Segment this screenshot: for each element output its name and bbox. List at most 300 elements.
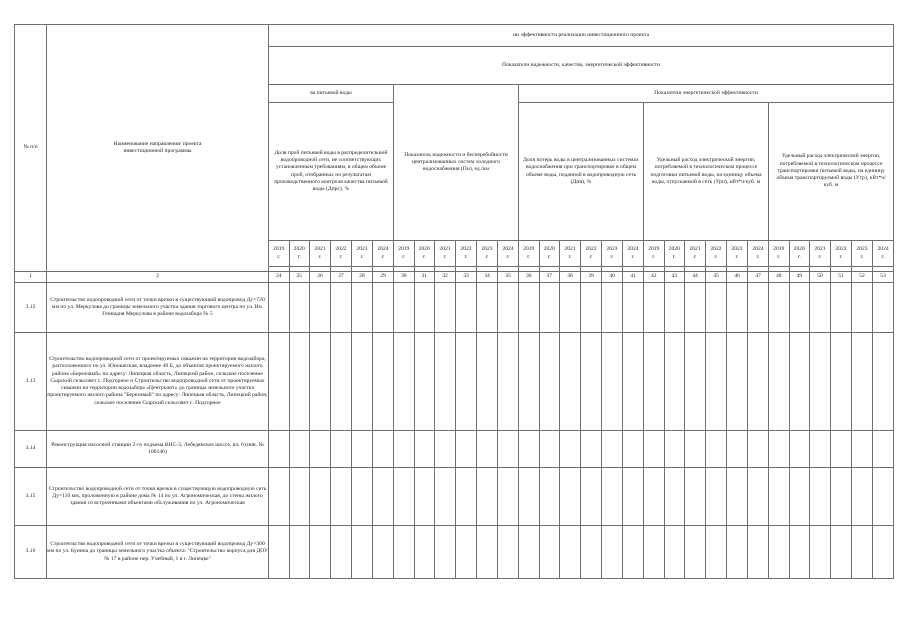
year-value: 2022 xyxy=(460,246,472,253)
number-cell: 41 xyxy=(623,272,644,283)
year-suffix: г. xyxy=(339,253,343,260)
year-suffix: г. xyxy=(631,253,635,260)
data-cell xyxy=(831,333,852,431)
number-cell: 49 xyxy=(789,272,810,283)
year-suffix: г. xyxy=(318,253,322,260)
year-value: 2024 xyxy=(627,246,639,253)
data-cell xyxy=(539,283,560,333)
data-cell xyxy=(477,526,498,579)
data-cell xyxy=(727,333,748,431)
data-cell xyxy=(644,333,665,431)
data-cell xyxy=(685,526,706,579)
data-cell xyxy=(873,431,894,468)
row-project-name: Строительство водопроводной сети от проектируемых скважин на территории водозабора, расположенного по ул. Юношеская, владение 48 Б, до объектов проектируемого жилого района «Березовый» по адресу: Липецкая область, Липецкий район, сельское поселение Сырский сельсовет с. Подгорное и Строительство водопроводной сети от проектируемых скважин на территории водозабора «Центролит» до границы земельного участка проектируемого жилого района "Березовый" по адресу: Липецкая область, Липецкий район, сельское поселение Сырский сельсовет с. Подгорное xyxy=(47,333,269,431)
data-cell xyxy=(581,468,602,526)
year-suffix: г. xyxy=(506,253,510,260)
year-header xyxy=(331,241,352,267)
data-cell xyxy=(477,283,498,333)
year-header xyxy=(477,241,498,267)
data-cell xyxy=(373,283,394,333)
year-value: 2023 xyxy=(356,246,368,253)
data-cell xyxy=(685,283,706,333)
data-cell xyxy=(873,468,894,526)
year-header xyxy=(373,241,394,267)
year-header xyxy=(685,241,706,267)
year-value: 2019 xyxy=(398,246,410,253)
data-cell xyxy=(373,526,394,579)
data-cell xyxy=(810,333,831,431)
header-indicator-quality: Доля проб питьевой воды в распределительной водопроводной сети, не соответствующих установленным требованиям, в общем объеме проб, отобранных по результатам производственного контроля качества питьевой воды (Дпрс), % xyxy=(269,103,394,241)
data-cell xyxy=(414,333,435,431)
data-cell xyxy=(331,468,352,526)
data-cell xyxy=(623,526,644,579)
data-cell xyxy=(664,526,685,579)
year-suffix: г. xyxy=(568,253,572,260)
year-suffix: г. xyxy=(547,253,551,260)
year-header xyxy=(831,241,852,267)
data-cell xyxy=(519,283,540,333)
year-header xyxy=(789,241,810,267)
header-indicator-utr: Удельный расход электрической энергии, потребляемой в технологическом процессе транспортировки питьевой воды, на единицу объема транспортируемой воды (Утр), кВт*ч/куб. м xyxy=(769,103,894,241)
year-value: 2023 xyxy=(606,246,618,253)
year-header xyxy=(435,241,456,267)
data-cell xyxy=(873,283,894,333)
row-number: 3.16 xyxy=(15,526,47,579)
year-value: 2019 xyxy=(273,246,285,253)
data-cell xyxy=(435,526,456,579)
data-cell xyxy=(748,333,769,431)
year-header xyxy=(769,241,790,267)
number-cell: 39 xyxy=(581,272,602,283)
data-cell xyxy=(519,526,540,579)
data-cell xyxy=(769,526,790,579)
data-cell xyxy=(331,526,352,579)
number-cell: 25 xyxy=(289,272,310,283)
data-cell xyxy=(414,468,435,526)
year-header xyxy=(602,241,623,267)
number-cell: 46 xyxy=(727,272,748,283)
header-indicator-urp: Удельный расход электрической энергии, потребляемой в технологическом процессе подготовки питьевой воды, на единицу объема воды, отпускаемой в сеть (Урп), кВт*ч/куб. м xyxy=(644,103,769,241)
year-header xyxy=(810,241,831,267)
year-value: 2019 xyxy=(523,246,535,253)
year-suffix: г. xyxy=(797,253,801,260)
year-value: 2022 xyxy=(335,246,347,253)
data-cell xyxy=(519,333,540,431)
data-cell xyxy=(539,333,560,431)
row-number: 3.15 xyxy=(15,468,47,526)
year-header xyxy=(852,241,873,267)
data-cell xyxy=(435,431,456,468)
number-cell: 42 xyxy=(644,272,665,283)
data-cell xyxy=(352,333,373,431)
col-header-no: № п/п xyxy=(15,25,47,272)
data-cell xyxy=(706,431,727,468)
data-cell xyxy=(831,526,852,579)
data-cell xyxy=(769,333,790,431)
data-cell xyxy=(852,283,873,333)
data-cell xyxy=(602,283,623,333)
data-cell xyxy=(519,431,540,468)
year-header xyxy=(873,241,894,267)
number-cell: 34 xyxy=(477,272,498,283)
data-cell xyxy=(560,283,581,333)
data-cell xyxy=(456,526,477,579)
indicators-table xyxy=(14,24,894,579)
year-header xyxy=(456,241,477,267)
data-cell xyxy=(685,431,706,468)
data-cell xyxy=(602,431,623,468)
data-cell xyxy=(310,468,331,526)
header-row-title xyxy=(15,25,894,47)
data-cell xyxy=(623,431,644,468)
row-project-name: Строительство водопроводной сети от точки врезки в существующий водопровод Ду=720 мм по ул. Меркулова до границы земельного участка здания торгового центра по ул. Ин. Геннадия Меркулова в районе водозабора № 5 xyxy=(47,283,269,333)
data-cell xyxy=(352,431,373,468)
data-cell xyxy=(602,526,623,579)
year-suffix: г. xyxy=(464,253,468,260)
col-header-name: Наименование направления/ проекта инвестиционной программы xyxy=(47,25,269,272)
data-cell xyxy=(727,283,748,333)
data-cell xyxy=(727,526,748,579)
data-cell xyxy=(602,468,623,526)
data-cell xyxy=(789,283,810,333)
data-cell xyxy=(664,333,685,431)
data-cell xyxy=(373,431,394,468)
data-cell xyxy=(748,468,769,526)
number-cell: 53 xyxy=(873,272,894,283)
year-suffix: г. xyxy=(860,253,864,260)
table-row xyxy=(15,468,894,526)
data-cell xyxy=(748,283,769,333)
data-cell xyxy=(477,431,498,468)
data-cell xyxy=(373,333,394,431)
year-suffix: г. xyxy=(714,253,718,260)
data-cell xyxy=(873,526,894,579)
data-cell xyxy=(414,431,435,468)
data-cell xyxy=(539,468,560,526)
year-value: 2024 xyxy=(502,246,514,253)
year-value: 2024 xyxy=(377,246,389,253)
number-cell: 36 xyxy=(519,272,540,283)
year-suffix: г. xyxy=(527,253,531,260)
data-cell xyxy=(289,283,310,333)
data-cell xyxy=(498,333,519,431)
data-cell xyxy=(706,526,727,579)
data-cell xyxy=(310,283,331,333)
data-cell xyxy=(727,431,748,468)
data-cell xyxy=(685,468,706,526)
number-cell: 28 xyxy=(352,272,373,283)
data-cell xyxy=(789,431,810,468)
data-cell xyxy=(602,333,623,431)
year-suffix: г. xyxy=(777,253,781,260)
year-suffix: г. xyxy=(735,253,739,260)
year-header xyxy=(623,241,644,267)
number-cell: 2 xyxy=(47,272,269,283)
year-header xyxy=(394,241,415,267)
year-value: 2021 xyxy=(439,246,451,253)
year-header xyxy=(748,241,769,267)
data-cell xyxy=(873,333,894,431)
data-cell xyxy=(519,468,540,526)
data-cell xyxy=(269,526,290,579)
year-suffix: г. xyxy=(381,253,385,260)
year-value: 2021 xyxy=(564,246,576,253)
data-cell xyxy=(394,431,415,468)
row-number: 3.12 xyxy=(15,283,47,333)
header-reliability-group: Показатели надежности, качества, энергетической эффективности xyxy=(269,47,894,85)
data-cell xyxy=(748,431,769,468)
number-cell: 50 xyxy=(810,272,831,283)
year-suffix: г. xyxy=(443,253,447,260)
year-value: 2019 xyxy=(648,246,660,253)
year-value: 2020 xyxy=(793,246,805,253)
number-cell: 45 xyxy=(706,272,727,283)
data-cell xyxy=(331,283,352,333)
year-header xyxy=(727,241,748,267)
row-number: 3.14 xyxy=(15,431,47,468)
data-cell xyxy=(810,526,831,579)
data-cell xyxy=(414,526,435,579)
number-cell: 32 xyxy=(435,272,456,283)
numbering-row xyxy=(15,272,894,283)
data-cell xyxy=(498,526,519,579)
data-cell xyxy=(644,526,665,579)
year-value: 2022 xyxy=(585,246,597,253)
data-cell xyxy=(310,333,331,431)
data-cell xyxy=(581,431,602,468)
header-energy-group: Показатели энергетической эффективности xyxy=(519,85,894,103)
year-value: 2020 xyxy=(293,246,305,253)
data-cell xyxy=(352,468,373,526)
year-header xyxy=(644,241,665,267)
data-cell xyxy=(352,526,373,579)
year-value: 2022 xyxy=(710,246,722,253)
data-cell xyxy=(560,333,581,431)
year-suffix: г. xyxy=(360,253,364,260)
number-cell: 38 xyxy=(560,272,581,283)
row-project-name: Реконструкция насосной станции 2-го подъема ВНС-3, Лебедянское шоссе, вл. 6 (инв. № 100146) xyxy=(47,431,269,468)
year-header xyxy=(581,241,602,267)
year-value: 2022 xyxy=(835,246,847,253)
data-cell xyxy=(269,283,290,333)
data-cell xyxy=(456,333,477,431)
data-cell xyxy=(394,526,415,579)
data-cell xyxy=(289,431,310,468)
number-cell: 30 xyxy=(394,272,415,283)
data-cell xyxy=(831,283,852,333)
data-cell xyxy=(289,333,310,431)
data-cell xyxy=(310,431,331,468)
year-header xyxy=(539,241,560,267)
data-cell xyxy=(289,468,310,526)
data-cell xyxy=(644,468,665,526)
data-cell xyxy=(831,468,852,526)
data-cell xyxy=(498,283,519,333)
data-cell xyxy=(623,283,644,333)
data-cell xyxy=(685,333,706,431)
year-value: 2024 xyxy=(752,246,764,253)
year-suffix: г. xyxy=(297,253,301,260)
year-suffix: г. xyxy=(693,253,697,260)
data-cell xyxy=(664,468,685,526)
year-value: 2023 xyxy=(481,246,493,253)
data-cell xyxy=(706,468,727,526)
data-cell xyxy=(456,468,477,526)
data-cell xyxy=(498,431,519,468)
data-cell xyxy=(810,431,831,468)
year-suffix: г. xyxy=(589,253,593,260)
data-cell xyxy=(394,333,415,431)
data-cell xyxy=(831,431,852,468)
year-suffix: г. xyxy=(402,253,406,260)
document-sheet xyxy=(14,24,894,579)
data-cell xyxy=(581,283,602,333)
header-top-title: ии эффективности реализации инвестиционного проекта xyxy=(269,25,894,47)
data-cell xyxy=(789,468,810,526)
number-cell: 1 xyxy=(15,272,47,283)
data-cell xyxy=(644,431,665,468)
row-project-name: Строительство водопроводной сети от точки врезки в существующую водопроводную сеть Ду=110 мм, проложенную в районе дома № 14 по ул. Агрономическая, до стены жилого здания со встроенными объектами обслуживания по ул. Агрономическая xyxy=(47,468,269,526)
data-cell xyxy=(560,468,581,526)
data-cell xyxy=(456,283,477,333)
number-cell: 35 xyxy=(498,272,519,283)
data-cell xyxy=(477,468,498,526)
data-cell xyxy=(810,283,831,333)
data-cell xyxy=(498,468,519,526)
row-project-name: Строительство водопроводной сети от точки врезки в существующий водопровод Ду=300 мм по ул. Бунина до границы земельного участка объекта: "Строительство корпуса для ДОУ № 17 в районе пер. Учебный, 1 в г. Липецке" xyxy=(47,526,269,579)
data-cell xyxy=(581,526,602,579)
year-header xyxy=(289,241,310,267)
year-value: 2020 xyxy=(668,246,680,253)
year-header xyxy=(352,241,373,267)
data-cell xyxy=(539,526,560,579)
table-row xyxy=(15,283,894,333)
year-suffix: г. xyxy=(839,253,843,260)
data-cell xyxy=(560,526,581,579)
data-cell xyxy=(748,526,769,579)
year-suffix: г. xyxy=(485,253,489,260)
year-suffix: г. xyxy=(652,253,656,260)
year-value: 2023 xyxy=(856,246,868,253)
year-suffix: г. xyxy=(818,253,822,260)
year-value: 2021 xyxy=(689,246,701,253)
data-cell xyxy=(435,333,456,431)
data-cell xyxy=(435,468,456,526)
data-cell xyxy=(789,333,810,431)
data-cell xyxy=(623,468,644,526)
table-row xyxy=(15,333,894,431)
year-value: 2021 xyxy=(814,246,826,253)
data-cell xyxy=(581,333,602,431)
data-cell xyxy=(373,468,394,526)
year-value: 2023 xyxy=(731,246,743,253)
data-cell xyxy=(331,431,352,468)
data-cell xyxy=(539,431,560,468)
data-cell xyxy=(394,283,415,333)
year-header xyxy=(498,241,519,267)
table-row xyxy=(15,431,894,468)
number-cell: 44 xyxy=(685,272,706,283)
data-cell xyxy=(706,283,727,333)
data-cell xyxy=(664,283,685,333)
year-value: 2019 xyxy=(773,246,785,253)
data-cell xyxy=(769,283,790,333)
number-cell: 26 xyxy=(310,272,331,283)
year-header xyxy=(560,241,581,267)
data-cell xyxy=(789,526,810,579)
year-value: 2020 xyxy=(543,246,555,253)
data-cell xyxy=(727,468,748,526)
data-cell xyxy=(289,526,310,579)
data-cell xyxy=(852,333,873,431)
year-suffix: г. xyxy=(277,253,281,260)
data-cell xyxy=(394,468,415,526)
data-cell xyxy=(269,468,290,526)
number-cell: 40 xyxy=(602,272,623,283)
data-cell xyxy=(414,283,435,333)
data-cell xyxy=(456,431,477,468)
data-cell xyxy=(852,526,873,579)
year-header xyxy=(310,241,331,267)
year-header xyxy=(414,241,435,267)
year-value: 2020 xyxy=(418,246,430,253)
data-cell xyxy=(852,431,873,468)
data-cell xyxy=(269,333,290,431)
data-cell xyxy=(477,333,498,431)
year-header xyxy=(706,241,727,267)
number-cell: 48 xyxy=(769,272,790,283)
data-cell xyxy=(352,283,373,333)
data-cell xyxy=(560,431,581,468)
data-cell xyxy=(269,431,290,468)
header-indicator-losses: Доля потерь воды в централизованных системах водоснабжения при транспортировке в общем объеме воды, поданной в водопроводную сеть (Дпв), % xyxy=(519,103,644,241)
number-cell: 29 xyxy=(373,272,394,283)
year-value: 2021 xyxy=(314,246,326,253)
header-quality-group: ва питьевой воды xyxy=(269,85,394,103)
number-cell: 52 xyxy=(852,272,873,283)
data-cell xyxy=(852,468,873,526)
year-header xyxy=(664,241,685,267)
number-cell: 31 xyxy=(414,272,435,283)
data-cell xyxy=(435,283,456,333)
data-cell xyxy=(810,468,831,526)
number-cell: 24 xyxy=(269,272,290,283)
number-cell: 27 xyxy=(331,272,352,283)
year-suffix: г. xyxy=(422,253,426,260)
data-cell xyxy=(331,333,352,431)
year-header xyxy=(269,241,290,267)
data-cell xyxy=(706,333,727,431)
number-cell: 51 xyxy=(831,272,852,283)
data-cell xyxy=(644,283,665,333)
data-cell xyxy=(664,431,685,468)
number-cell: 37 xyxy=(539,272,560,283)
year-value: 2024 xyxy=(877,246,889,253)
data-cell xyxy=(769,468,790,526)
year-header xyxy=(519,241,540,267)
header-reliability-indicator: Показатель надежности и бесперебойности централизованных систем холодного водоснабжения (Пн), ед./км xyxy=(394,85,519,241)
table-row xyxy=(15,526,894,579)
number-cell: 43 xyxy=(664,272,685,283)
data-cell xyxy=(623,333,644,431)
data-cell xyxy=(310,526,331,579)
number-cell: 47 xyxy=(748,272,769,283)
number-cell: 33 xyxy=(456,272,477,283)
year-suffix: г. xyxy=(756,253,760,260)
year-suffix: г. xyxy=(610,253,614,260)
year-suffix: г. xyxy=(881,253,885,260)
row-number: 3.13 xyxy=(15,333,47,431)
